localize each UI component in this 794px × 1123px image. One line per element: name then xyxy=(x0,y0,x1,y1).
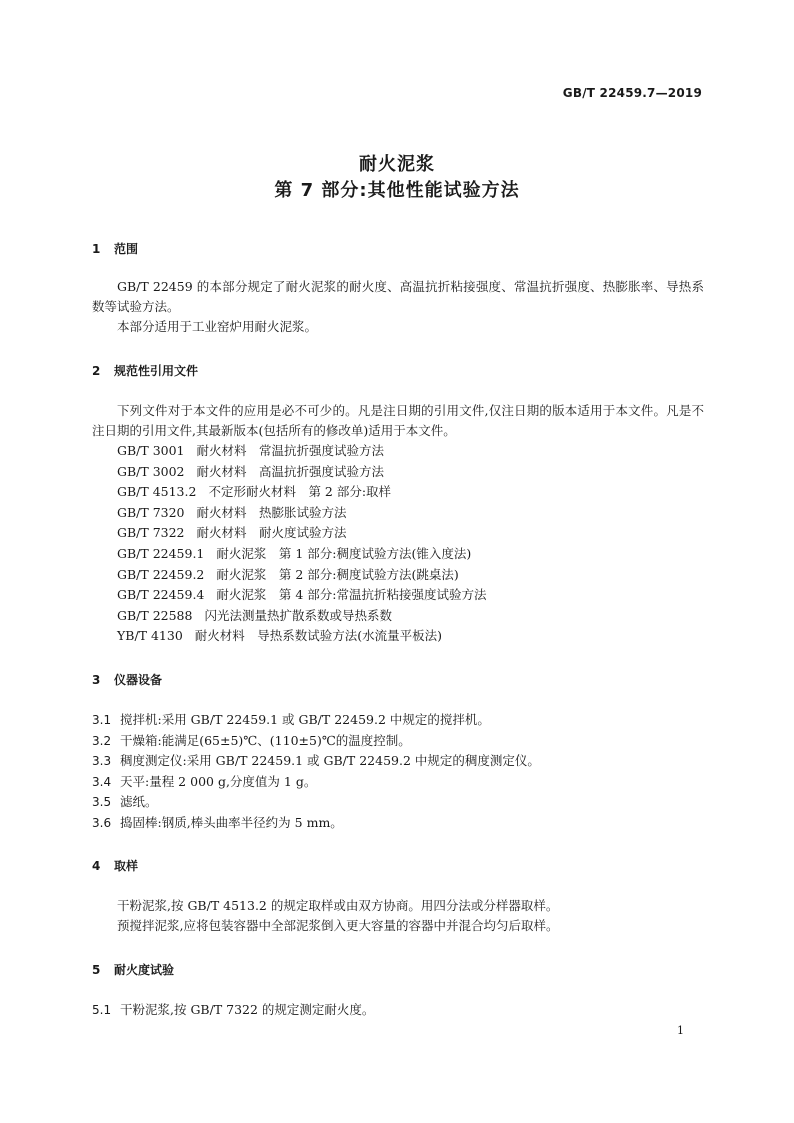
reference-item: GB/T 4513.2 不定形耐火材料 第 2 部分:取样 xyxy=(117,484,392,500)
section-number: 1 xyxy=(92,242,101,256)
reference-list xyxy=(117,441,487,647)
reference-item: GB/T 3001 耐火材料 常温抗折强度试验方法 xyxy=(117,443,385,458)
paragraph: 下列文件对于本文件的应用是必不可少的。凡是注日期的引用文件,仅注日期的版本适用于本文件。凡是不注日期的引用文件,其最新版本(包括所有的修改单)适用于本文件。 xyxy=(92,403,704,438)
section-number: 5 xyxy=(92,963,101,977)
reference-item: GB/T 3002 耐火材料 高温抗折强度试验方法 xyxy=(117,463,385,479)
section-title: 耐火度试验 xyxy=(114,963,175,977)
clause-item: 3.2 干燥箱:能满足(65±5)℃、(110±5)℃的温度控制。 xyxy=(92,732,411,748)
refractoriness-clause-list xyxy=(92,1000,374,1021)
paragraph: GB/T 22459 的本部分规定了耐火泥浆的耐火度、高温抗折粘接强度、常温抗折强度、热膨胀率、导热系数等试验方法。 xyxy=(92,279,704,314)
reference-item: GB/T 7320 耐火材料 热膨胀试验方法 xyxy=(117,504,347,520)
section-title: 规范性引用文件 xyxy=(114,364,199,378)
section-heading-refractoriness-test xyxy=(92,961,174,978)
section-number: 2 xyxy=(92,364,101,378)
section-title: 仪器设备 xyxy=(114,673,163,687)
section-intro-normative-references xyxy=(92,401,704,441)
paragraph: 干粉泥浆,按 GB/T 4513.2 的规定取样或由双方协商。用四分法或分样器取样。 xyxy=(117,898,559,913)
reference-item: GB/T 22459.4 耐火泥浆 第 4 部分:常温抗折粘接强度试验方法 xyxy=(117,587,487,603)
section-heading-normative-references xyxy=(92,362,198,379)
reference-item: GB/T 7322 耐火材料 耐火度试验方法 xyxy=(117,525,347,541)
clause-item: 3.6 捣固棒:钢质,棒头曲率半径约为 5 mm。 xyxy=(92,814,343,830)
page-number: 1 xyxy=(677,1024,684,1037)
section-number: 4 xyxy=(92,859,101,873)
section-heading-sampling xyxy=(92,857,138,874)
section-heading-apparatus xyxy=(92,671,162,688)
document-title: 耐火泥浆 xyxy=(359,154,435,175)
reference-item: GB/T 22459.2 耐火泥浆 第 2 部分:稠度试验方法(跳桌法) xyxy=(117,566,459,582)
reference-item: GB/T 22459.1 耐火泥浆 第 1 部分:稠度试验方法(锥入度法) xyxy=(117,545,472,561)
reference-item: GB/T 22588 闪光法测量热扩散系数或导热系数 xyxy=(117,607,392,623)
apparatus-clause-list xyxy=(92,710,540,834)
clause-item: 3.3 稠度测定仪:采用 GB/T 22459.1 或 GB/T 22459.2 中规定的稠度测定仪。 xyxy=(92,753,540,769)
section-body-scope xyxy=(92,277,704,337)
section-title: 取样 xyxy=(114,859,139,873)
reference-item: YB/T 4130 耐火材料 导热系数试验方法(水流量平板法) xyxy=(117,628,443,644)
clause-item: 5.1 干粉泥浆,按 GB/T 7322 的规定测定耐火度。 xyxy=(92,1002,375,1017)
clause-item: 3.5 滤纸。 xyxy=(92,794,158,810)
section-body-sampling xyxy=(92,896,704,936)
section-number: 3 xyxy=(92,673,101,687)
paragraph: 预搅拌泥浆,应将包装容器中全部泥浆倒入更大容量的容器中并混合均匀后取样。 xyxy=(117,918,559,933)
section-heading-scope xyxy=(92,240,138,257)
section-title: 范围 xyxy=(114,242,139,256)
standard-code: GB/T 22459.7—2019 xyxy=(562,86,702,100)
document-subtitle: 第 7 部分:其他性能试验方法 xyxy=(274,180,520,201)
paragraph: 本部分适用于工业窑炉用耐火泥浆。 xyxy=(117,319,318,334)
clause-item: 3.4 天平:量程 2 000 g,分度值为 1 g。 xyxy=(92,773,317,789)
clause-item: 3.1 搅拌机:采用 GB/T 22459.1 或 GB/T 22459.2 中规定的搅拌机。 xyxy=(92,712,490,727)
